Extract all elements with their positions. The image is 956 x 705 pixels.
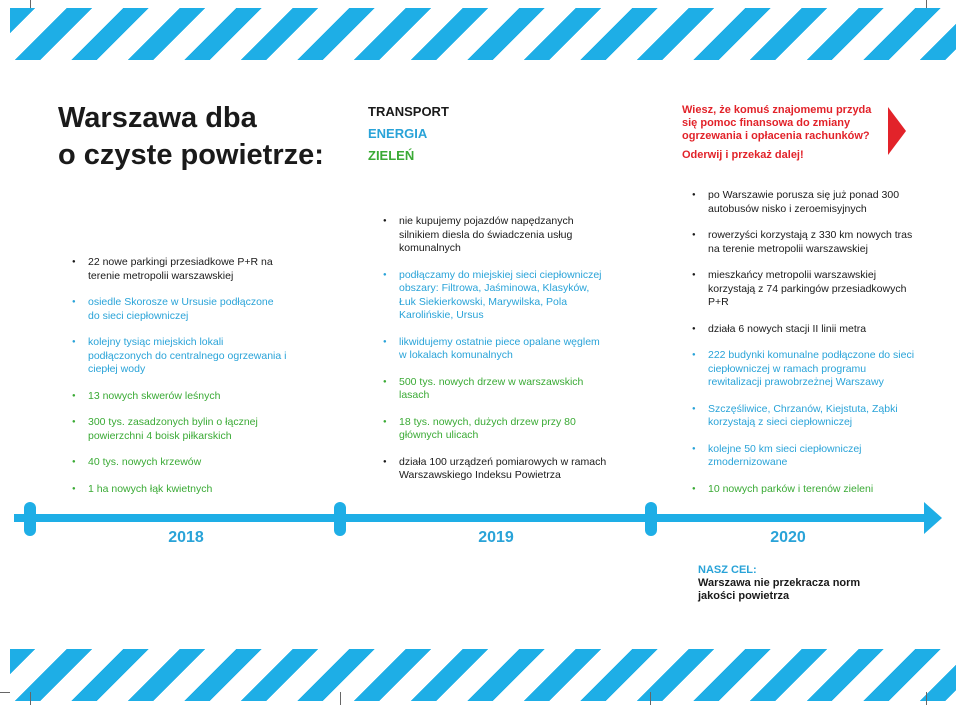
crop-mark	[926, 0, 927, 8]
list-item: ● kolejne 50 km sieci ciepłowniczej zmodernizowane	[692, 443, 917, 470]
list-item: ● po Warszawie porusza się już ponad 300 autobusów nisko i zeroemisyjnych	[692, 189, 917, 216]
legend-transport: TRANSPORT	[368, 104, 449, 119]
arrow-right-icon	[888, 107, 906, 155]
timeline-arrowhead-icon	[924, 502, 942, 534]
list-item: ● likwidujemy ostatnie piece opalane węglem w lokalach komunalnych	[383, 336, 608, 363]
timeline-bar	[14, 514, 926, 522]
page-title-line: Warszawa dba	[58, 102, 257, 134]
list-item: ● osiedle Skorosze w Ursusie podłączone do sieci ciepłowniczej	[72, 296, 287, 323]
promo-cta: Oderwij i przekaż dalej!	[682, 149, 804, 161]
crop-mark	[0, 692, 10, 693]
legend-zielen: ZIELEŃ	[368, 148, 415, 163]
list-item: ● 40 tys. nowych krzewów	[72, 456, 287, 470]
timeline-marker	[334, 502, 346, 536]
year-label-2020: 2020	[770, 529, 806, 546]
year-label-2019: 2019	[478, 529, 514, 546]
top-stripe-border	[10, 8, 956, 60]
column-2019	[383, 215, 608, 496]
list-item: ● 18 tys. nowych, dużych drzew przy 80 głównych ulicach	[383, 416, 608, 443]
list-item: ● 300 tys. zasadzonych bylin o łącznej powierzchni 4 boisk piłkarskich	[72, 416, 287, 443]
promo-box	[682, 104, 882, 162]
list-item: ● działa 6 nowych stacji II linii metra	[692, 323, 917, 337]
goal-box	[698, 564, 898, 603]
crop-mark	[926, 692, 927, 705]
page-title-line: o czyste powietrze:	[58, 139, 324, 171]
timeline-marker	[24, 502, 36, 536]
list-item: ● 10 nowych parków i terenów zieleni	[692, 483, 917, 497]
list-item: ● podłączamy do miejskiej sieci ciepłowniczej obszary: Filtrowa, Jaśminowa, Klasyków, Łuk Siekierkowski, Marywilska, Pola Karolińskie, Ursus	[383, 269, 608, 323]
list-item: ● mieszkańcy metropolii warszawskiej korzystają z 74 parkingów przesiadkowych P+R	[692, 269, 917, 310]
column-2018	[72, 256, 287, 509]
legend-energia: ENERGIA	[368, 126, 428, 141]
year-label-2018: 2018	[168, 529, 204, 546]
page-title	[58, 100, 324, 174]
crop-mark	[650, 692, 651, 705]
list-item: ● rowerzyści korzystają z 330 km nowych tras na terenie metropolii warszawskiej	[692, 229, 917, 256]
promo-question: Wiesz, że komuś znajomemu przyda się pomoc finansowa do zmiany ogrzewania i opłacenia rachunków?	[682, 104, 872, 142]
list-item: ● 1 ha nowych łąk kwietnych	[72, 483, 287, 497]
list-item: ● działa 100 urządzeń pomiarowych w ramach Warszawskiego Indeksu Powietrza	[383, 456, 608, 483]
crop-mark	[30, 692, 31, 705]
column-2020	[692, 189, 917, 509]
list-item: ● 500 tys. nowych drzew w warszawskich lasach	[383, 376, 608, 403]
crop-mark	[340, 692, 341, 705]
goal-text: Warszawa nie przekracza norm jakości powietrza	[698, 577, 861, 602]
list-item: ● 13 nowych skwerów leśnych	[72, 390, 287, 404]
list-item: ● kolejny tysiąc miejskich lokali podłączonych do centralnego ogrzewania i ciepłej wody	[72, 336, 287, 377]
goal-label: NASZ CEL:	[698, 564, 757, 576]
category-legend	[368, 101, 449, 167]
list-item: ● 22 nowe parkingi przesiadkowe P+R na terenie metropolii warszawskiej	[72, 256, 287, 283]
bottom-stripe-border	[10, 649, 956, 701]
list-item: ● 222 budynki komunalne podłączone do sieci ciepłowniczej w ramach programu rewitalizacji prawobrzeżnej Warszawy	[692, 349, 917, 390]
timeline-marker	[645, 502, 657, 536]
list-item: ● nie kupujemy pojazdów napędzanych silnikiem diesla do świadczenia usług komunalnych	[383, 215, 608, 256]
crop-mark	[30, 0, 31, 8]
list-item: ● Szczęśliwice, Chrzanów, Kiejstuta, Ząbki korzystają z sieci ciepłowniczej	[692, 403, 917, 430]
